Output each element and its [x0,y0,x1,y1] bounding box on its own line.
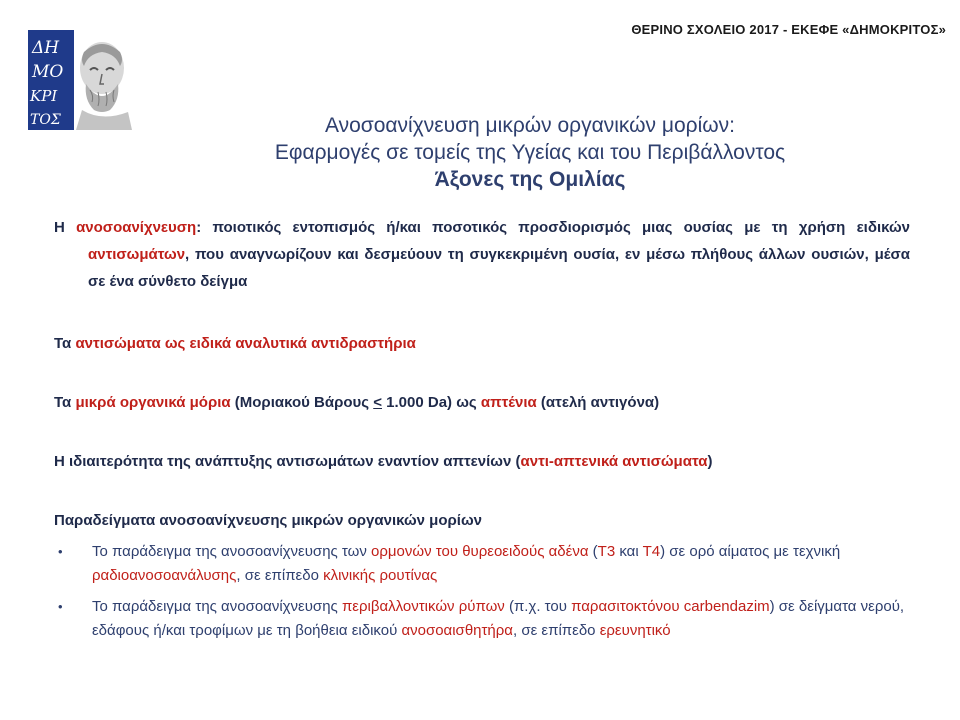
logo-letters-3: ΚΡΙ [30,87,58,105]
antibodies-paragraph: Τα αντισώματα ως ειδικά αναλυτικά αντιδραστήρια [54,335,416,352]
logo-letters-4: ΤΟΣ [30,112,61,128]
particularity-paragraph: Η ιδιαιτερότητα της ανάπτυξης αντισωμάτων εναντίον απτενίων (αντι-απτενικά αντισώματα) [54,453,713,470]
bust-icon [76,42,132,130]
list-item: • Το παράδειγμα της ανοσοανίχνευσης περιβαλλοντικών ρύπων (π.χ. του παρασιτοκτόνου carbendazim) σε δείγματα νερού, εδάφους ή/και τροφίμων με τη βοήθεια ειδικού ανοσοαισθητήρα, σε επίπεδο ερευνητικό [54,595,910,643]
examples-heading: Παραδείγματα ανοσοανίχνευσης μικρών οργανικών μορίων [54,512,482,529]
definition-paragraph: Η ανοσοανίχνευση: ποιοτικός εντοπισμός ή/και ποσοτικός προσδιορισμός μιας ουσίας με τη χρήση ειδικών αντισωμάτων, που αναγνωρίζουν και δεσμεύουν τη συγκεκριμένη ουσία, εν μέσω πλήθους άλλων ουσιών, μέσα σε ένα σύνθετο δείγμα [54,219,910,290]
title-line-3: Άξονες της Ομιλίας [434,168,626,191]
slide-content [54,214,910,650]
small-molecules-paragraph: Τα μικρά οργανικά μόρια (Μοριακού Βάρους < 1.000 Da) ως απτένια (ατελή αντιγόνα) [54,394,660,411]
logo-letters-2: ΜΟ [32,62,64,82]
demokritos-logo [28,30,132,130]
slide-title [180,112,880,193]
title-line-2: Εφαρμογές σε τομείς της Υγείας και του Περιβάλλοντος [274,141,786,164]
title-line-1: Ανοσοανίχνευση μικρών οργανικών μορίων: [324,114,736,137]
list-item: • Το παράδειγμα της ανοσοανίχνευσης των ορμονών του θυρεοειδούς αδένα (Τ3 και Τ4) σε ορό αίματος με τεχνική ραδιοανοσοανάλυσης, σε επίπεδο κλινικής ρουτίνας [54,540,910,588]
header-note: ΘΕΡΙΝΟ ΣΧΟΛΕΙΟ 2017 - ΕΚΕΦΕ «ΔΗΜΟΚΡΙΤΟΣ» [631,22,946,37]
logo-letters-1: ΔΗ [32,38,60,58]
examples-list [54,540,910,643]
